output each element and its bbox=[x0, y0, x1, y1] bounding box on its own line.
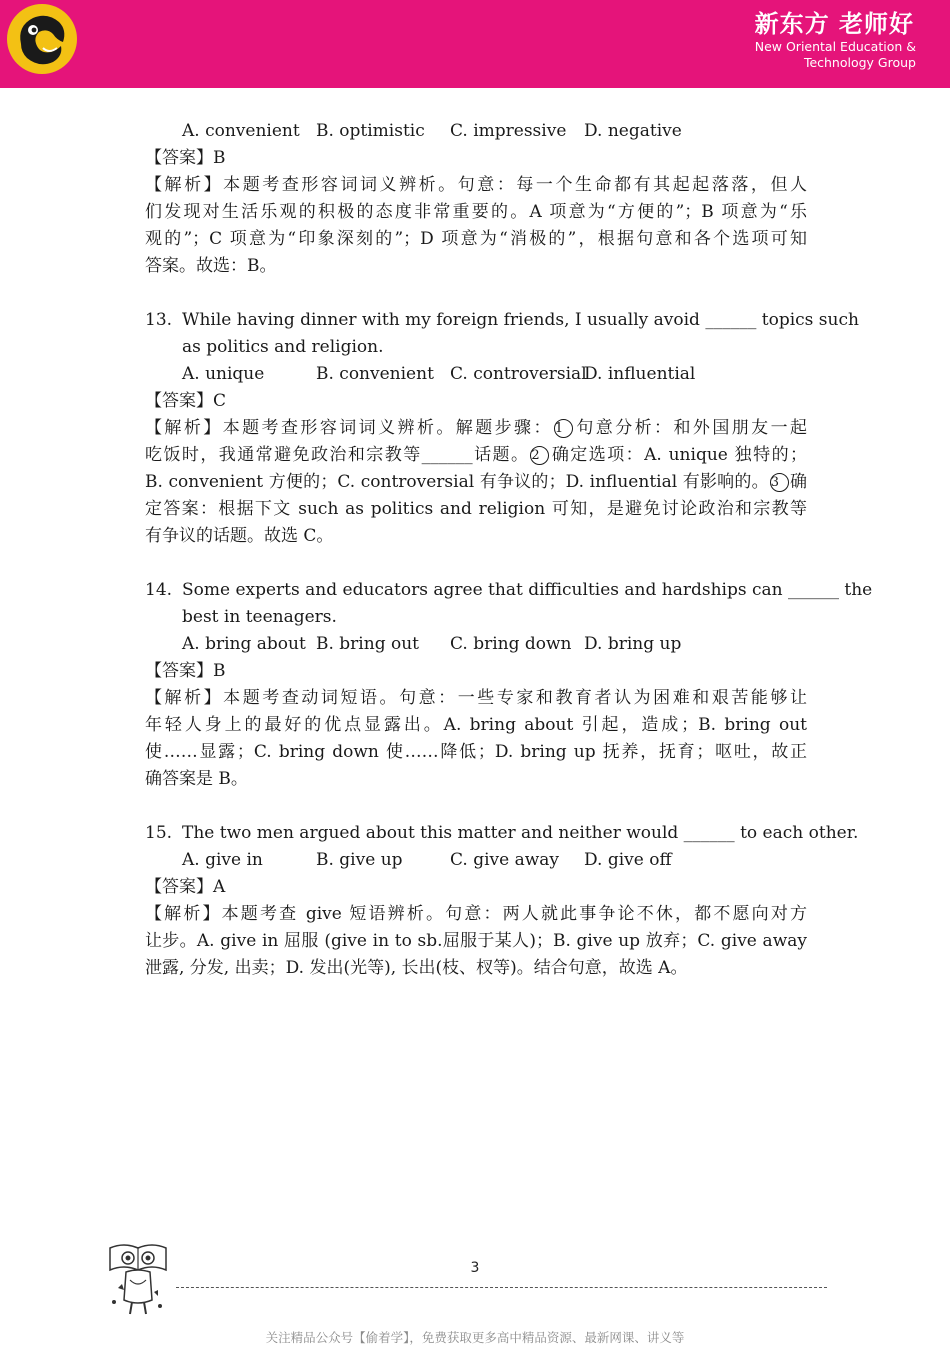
q12-option-c: C. impressive bbox=[450, 121, 567, 141]
step-1-circle-icon: 1 bbox=[554, 419, 573, 438]
q15-analysis-line: 让步。A. give in 屈服 (give in to sb.屈服于某人)；B. give up 放弃；C. give away bbox=[145, 931, 807, 951]
q14-stem-line2: best in teenagers. bbox=[182, 607, 337, 627]
q12-answer: 【答案】B bbox=[145, 148, 226, 168]
q14-option-c: C. bring down bbox=[450, 634, 572, 654]
q13-analysis-text: 吃饭时，我通常避免政治和宗教等______话题。 bbox=[145, 445, 530, 465]
footer-note: 关注精品公众号【偷着学】，免费获取更多高中精品资源、最新网课、讲义等 bbox=[265, 1330, 685, 1345]
q13-analysis-line: 有争议的话题。故选 C。 bbox=[145, 526, 334, 546]
q15-option-a: A. give in bbox=[182, 850, 263, 870]
q15-answer: 【答案】A bbox=[145, 877, 226, 897]
brand-chinese-name: 新东方 老师好 bbox=[754, 10, 914, 38]
q15-analysis-line: 泄露, 分发, 出卖；D. 发出(光等), 长出(枝、杈等)。结合句意，故选 A。 bbox=[145, 958, 688, 978]
q12-option-b: B. optimistic bbox=[316, 121, 425, 141]
q13-analysis-text: 句意分析：和外国朋友一起 bbox=[573, 418, 808, 438]
q12-analysis-line: 【解析】本题考查形容词词义辨析。句意：每一个生命都有其起起落落，但人 bbox=[145, 175, 807, 195]
q14-options bbox=[145, 631, 807, 658]
q12-analysis-line: 们发现对生活乐观的积极的态度非常重要的。A 项意为“方便的”；B 项意为“乐 bbox=[145, 202, 807, 222]
brand-english-line1: New Oriental Education & bbox=[754, 39, 916, 54]
step-2-circle-icon: 2 bbox=[530, 446, 549, 465]
q13-option-c: C. controversial bbox=[450, 364, 587, 384]
q13-answer: 【答案】C bbox=[145, 391, 227, 411]
q13-stem bbox=[145, 307, 859, 334]
q14-analysis-line: 年轻人身上的最好的优点显露出。A. bring about 引起，造成；B. bring out bbox=[145, 715, 807, 735]
q13-analysis-text: B. convenient 方便的；C. controversial 有争议的；D. influential 有影响的。 bbox=[145, 472, 769, 492]
brand-english-line2: Technology Group bbox=[803, 55, 916, 70]
footer-divider bbox=[176, 1287, 827, 1288]
q13-analysis-text: 确 bbox=[789, 472, 808, 492]
new-oriental-logo bbox=[7, 4, 77, 74]
page-header bbox=[0, 0, 950, 88]
q14-answer: 【答案】B bbox=[145, 661, 226, 681]
q15-stem bbox=[145, 820, 859, 847]
q14-stem-line1: Some experts and educators agree that difficulties and hardships can ______ the bbox=[182, 580, 873, 600]
q12-analysis-line: 观的”；C 项意为“印象深刻的”；D 项意为“消极的”，根据句意和各个选项可知 bbox=[145, 229, 807, 249]
q13-analysis-line bbox=[145, 442, 807, 469]
q14-analysis-line: 确答案是 B。 bbox=[145, 769, 248, 789]
q12-options bbox=[145, 118, 807, 145]
logo-figure-icon bbox=[7, 4, 77, 74]
q14-option-d: D. bring up bbox=[584, 634, 682, 654]
q12-option-a: A. convenient bbox=[182, 121, 300, 141]
page-number: 3 bbox=[470, 1260, 480, 1276]
q13-option-b: B. convenient bbox=[316, 364, 434, 384]
q15-analysis-line: 【解析】本题考查 give 短语辨析。句意：两人就此事争论不休，都不愿向对方 bbox=[145, 904, 807, 924]
q14-number: 14. bbox=[145, 580, 173, 600]
q13-stem-line2: as politics and religion. bbox=[182, 337, 384, 357]
q15-option-c: C. give away bbox=[450, 850, 560, 870]
q15-option-d: D. give off bbox=[584, 850, 672, 870]
q15-number: 15. bbox=[145, 823, 173, 843]
document-body bbox=[145, 118, 873, 982]
q14-option-a: A. bring about bbox=[182, 634, 306, 654]
q13-option-a: A. unique bbox=[182, 364, 265, 384]
step-3-circle-icon: 3 bbox=[770, 473, 789, 492]
owl-reading-book-icon bbox=[104, 1240, 172, 1322]
q13-stem-line1: While having dinner with my foreign friends, I usually avoid ______ topics such bbox=[182, 310, 859, 330]
q15-stem-line1: The two men argued about this matter and neither would ______ to each other. bbox=[182, 823, 859, 843]
q14-analysis-line: 使……显露；C. bring down 使……降低；D. bring up 抚养，抚育；呕吐，故正 bbox=[145, 742, 807, 762]
q15-option-b: B. give up bbox=[316, 850, 403, 870]
q13-analysis-line bbox=[145, 469, 807, 496]
q13-analysis-line: 定答案：根据下文 such as politics and religion 可知，是避免讨论政治和宗教等 bbox=[145, 499, 807, 519]
q13-number: 13. bbox=[145, 310, 173, 330]
q14-analysis-line: 【解析】本题考查动词短语。句意：一些专家和教育者认为困难和艰苦能够让 bbox=[145, 688, 807, 708]
q13-option-d: D. influential bbox=[584, 364, 696, 384]
q13-analysis-text: 【解析】本题考查形容词词义辨析。解题步骤： bbox=[145, 418, 553, 438]
q13-analysis-text: 确定选项：A. unique 独特的； bbox=[550, 445, 808, 465]
brand-english-name bbox=[755, 39, 916, 71]
q13-options bbox=[145, 361, 807, 388]
q12-option-d: D. negative bbox=[584, 121, 682, 141]
q14-option-b: B. bring out bbox=[316, 634, 419, 654]
q15-options bbox=[145, 847, 807, 874]
q12-analysis-line: 答案。故选：B。 bbox=[145, 256, 277, 276]
q14-stem bbox=[145, 577, 873, 604]
q13-analysis-line bbox=[145, 415, 807, 442]
